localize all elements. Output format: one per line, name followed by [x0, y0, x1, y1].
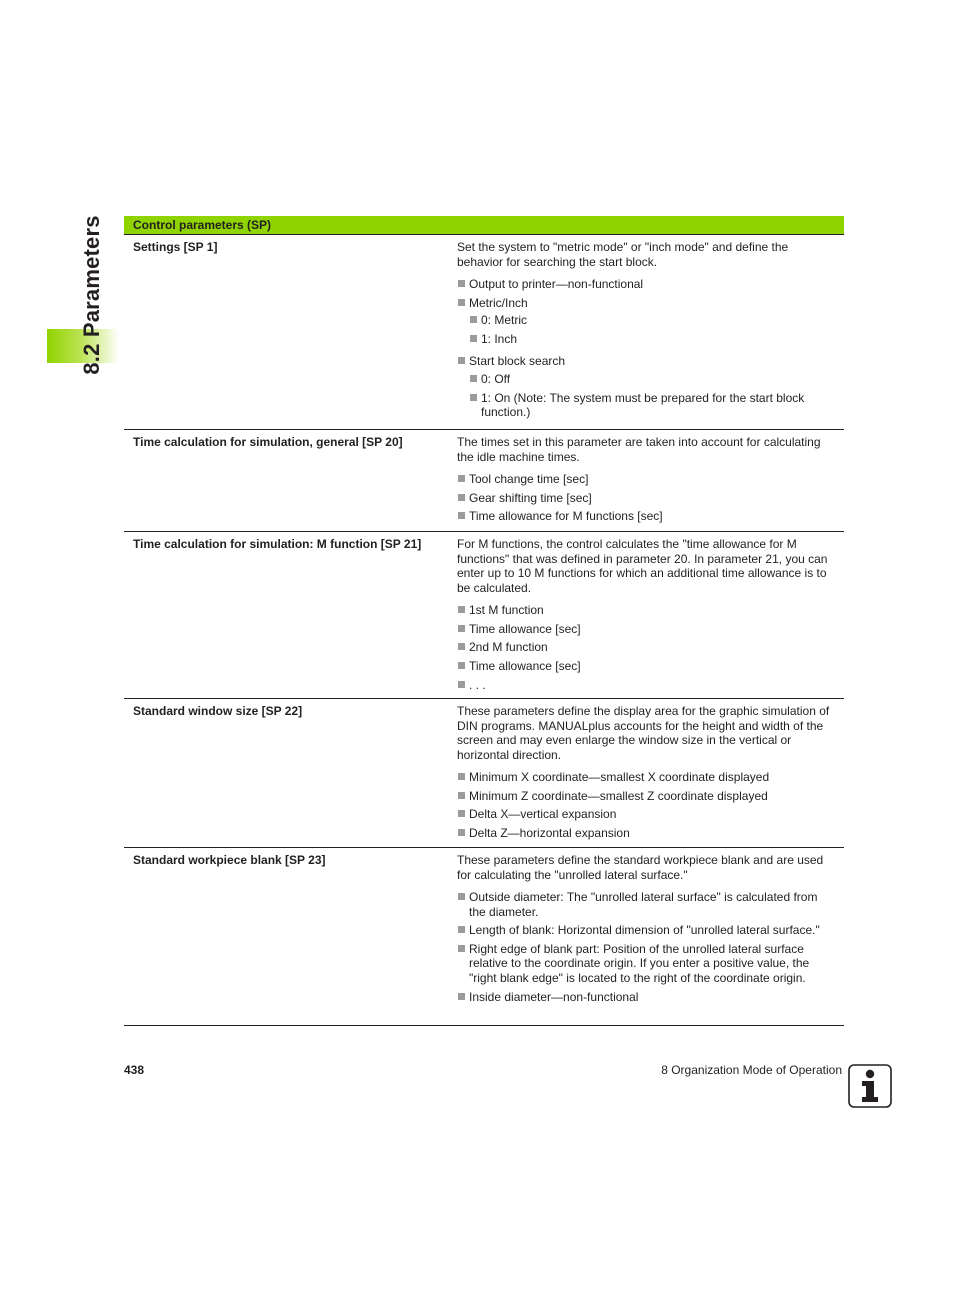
section-title: 8.2 Parameters [79, 215, 104, 375]
parameter-description [448, 430, 844, 531]
table-row [124, 699, 844, 848]
table-row [124, 235, 844, 430]
list-item: Inside diameter—non-functional [457, 990, 836, 1005]
info-icon [848, 1064, 892, 1108]
parameters-table [124, 216, 844, 1026]
list-item: . . . [457, 678, 836, 693]
page-number: 438 [124, 1063, 145, 1077]
table-header: Control parameters (SP) [124, 216, 844, 235]
list-item: Metric/Inch 0: Metric 1: Inch [457, 296, 836, 347]
option-list [457, 770, 836, 841]
parameter-description [448, 699, 844, 847]
description-text: These parameters define the display area for the graphic simulation of DIN programs. MANUALplus accounts for the height and width of the screen and may even enlarge the window size in the vertical or horizontal direction. [457, 704, 830, 762]
parameter-description [448, 532, 844, 698]
description-text: For M functions, the control calculates the "time allowance for M functions" that was defined in parameter 20. In parameter 21, you can enter up to 10 M functions for which an additional time allowance is to be calculated. [457, 537, 828, 595]
list-item: Outside diameter: The "unrolled lateral surface" is calculated from the diameter. [457, 890, 836, 919]
parameter-description [448, 235, 844, 429]
sub-option-list [469, 372, 836, 420]
list-item: Tool change time [sec] [457, 472, 836, 487]
list-item: 1st M function [457, 603, 836, 618]
list-item: 0: Metric [469, 313, 836, 328]
list-item: 1: Inch [469, 332, 836, 347]
list-item: Minimum X coordinate—smallest X coordinate displayed [457, 770, 836, 785]
option-list [457, 890, 836, 1004]
option-list [457, 277, 836, 420]
option-list [457, 603, 836, 692]
list-item: 2nd M function [457, 640, 836, 655]
parameter-name: Standard window size [SP 22] [133, 704, 303, 718]
table-row [124, 430, 844, 532]
list-item: Right edge of blank part: Position of the unrolled lateral surface relative to the coordinate origin. If you enter a positive value, the "right blank edge" is located to the right of the coordinate origin. [457, 942, 836, 986]
description-text: The times set in this parameter are taken into account for calculating the idle machine times. [457, 435, 821, 464]
option-list [457, 472, 836, 524]
list-item: Time allowance for M functions [sec] [457, 509, 836, 524]
list-item: Delta Z—horizontal expansion [457, 826, 836, 841]
parameter-name: Standard workpiece blank [SP 23] [133, 853, 326, 867]
chapter-title: 8 Organization Mode of Operation [661, 1063, 842, 1077]
list-item: Time allowance [sec] [457, 622, 836, 637]
description-text: Set the system to "metric mode" or "inch mode" and define the behavior for searching the start block. [457, 240, 789, 269]
sub-option-list [469, 313, 836, 346]
list-item: Output to printer—non-functional [457, 277, 836, 292]
list-item: Minimum Z coordinate—smallest Z coordinate displayed [457, 789, 836, 804]
parameter-name: Time calculation for simulation, general [SP 20] [133, 435, 403, 449]
list-item: Gear shifting time [sec] [457, 491, 836, 506]
list-item: Length of blank: Horizontal dimension of "unrolled lateral surface." [457, 923, 836, 938]
list-item: 0: Off [469, 372, 836, 387]
table-row [124, 848, 844, 1026]
table-row [124, 532, 844, 699]
parameter-name: Time calculation for simulation: M function [SP 21] [133, 537, 422, 551]
list-item: Delta X—vertical expansion [457, 807, 836, 822]
parameter-name: Settings [SP 1] [133, 240, 218, 254]
list-item: Start block search 0: Off 1: On (Note: The system must be prepared for the start block function.) [457, 354, 836, 419]
list-item: Time allowance [sec] [457, 659, 836, 674]
description-text: These parameters define the standard workpiece blank and are used for calculating the "unrolled lateral surface." [457, 853, 824, 882]
parameter-description [448, 848, 844, 1025]
list-item: 1: On (Note: The system must be prepared for the start block function.) [469, 391, 836, 420]
